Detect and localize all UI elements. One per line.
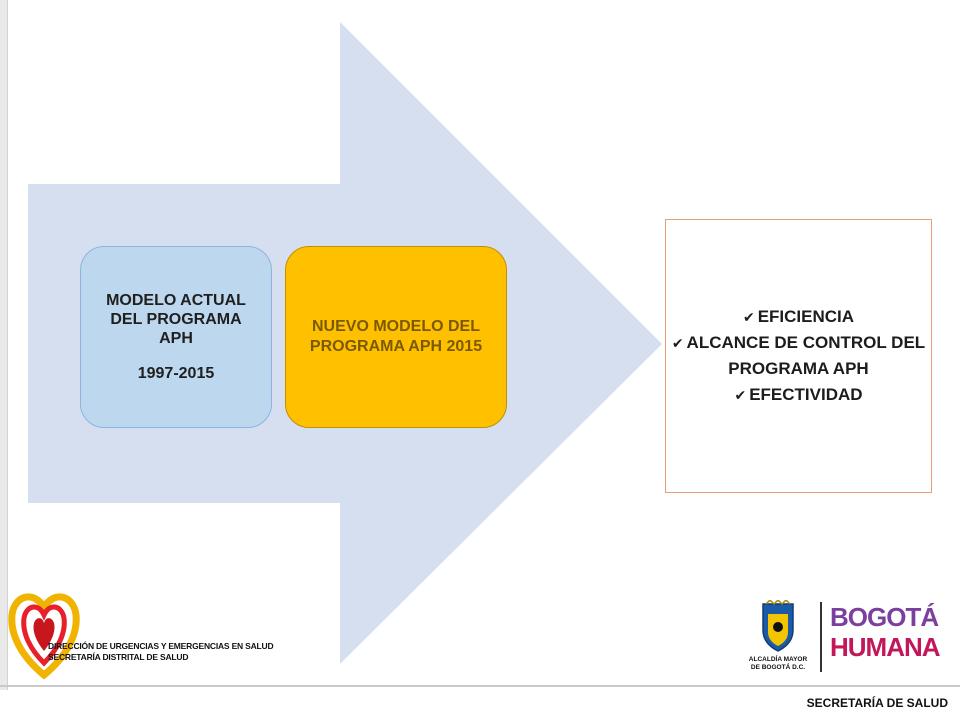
alcaldia-text: ALCALDÍA MAYOR DE BOGOTÁ D.C. xyxy=(748,656,808,671)
result-item: ✔ EFECTIVIDAD xyxy=(734,385,863,404)
new-model-label: NUEVO MODELO DEL PROGRAMA APH 2015 xyxy=(309,318,483,355)
logo-divider xyxy=(820,602,822,672)
bogota-logo-line1: BOGOTÁ xyxy=(830,602,939,632)
current-model-box xyxy=(80,246,272,428)
secretaria-label: SECRETARÍA DE SALUD xyxy=(806,696,948,710)
check-icon: ✔ xyxy=(734,387,747,403)
check-icon: ✔ xyxy=(671,335,684,351)
bogota-logo-line2: HUMANA xyxy=(830,632,940,662)
directorate-text: DIRECCIÓN DE URGENCIAS Y EMERGENCIAS EN SALUD SECRETARÍA DISTRITAL DE SALUD xyxy=(48,641,274,662)
current-model-years: 1997-2015 xyxy=(137,365,215,382)
bogota-humana-logo xyxy=(830,603,940,661)
new-model-box xyxy=(285,246,507,428)
coat-of-arms-icon xyxy=(760,600,796,652)
results-box xyxy=(665,219,932,493)
result-item: ✔ ALCANCE DE CONTROL DEL PROGRAMA APH xyxy=(671,333,926,378)
footer-divider xyxy=(0,685,960,687)
result-item: ✔ EFICIENCIA xyxy=(742,307,855,326)
heart-logo-icon xyxy=(8,585,88,680)
check-icon: ✔ xyxy=(742,309,755,325)
current-model-label: MODELO ACTUAL DEL PROGRAMA APH xyxy=(106,292,246,347)
